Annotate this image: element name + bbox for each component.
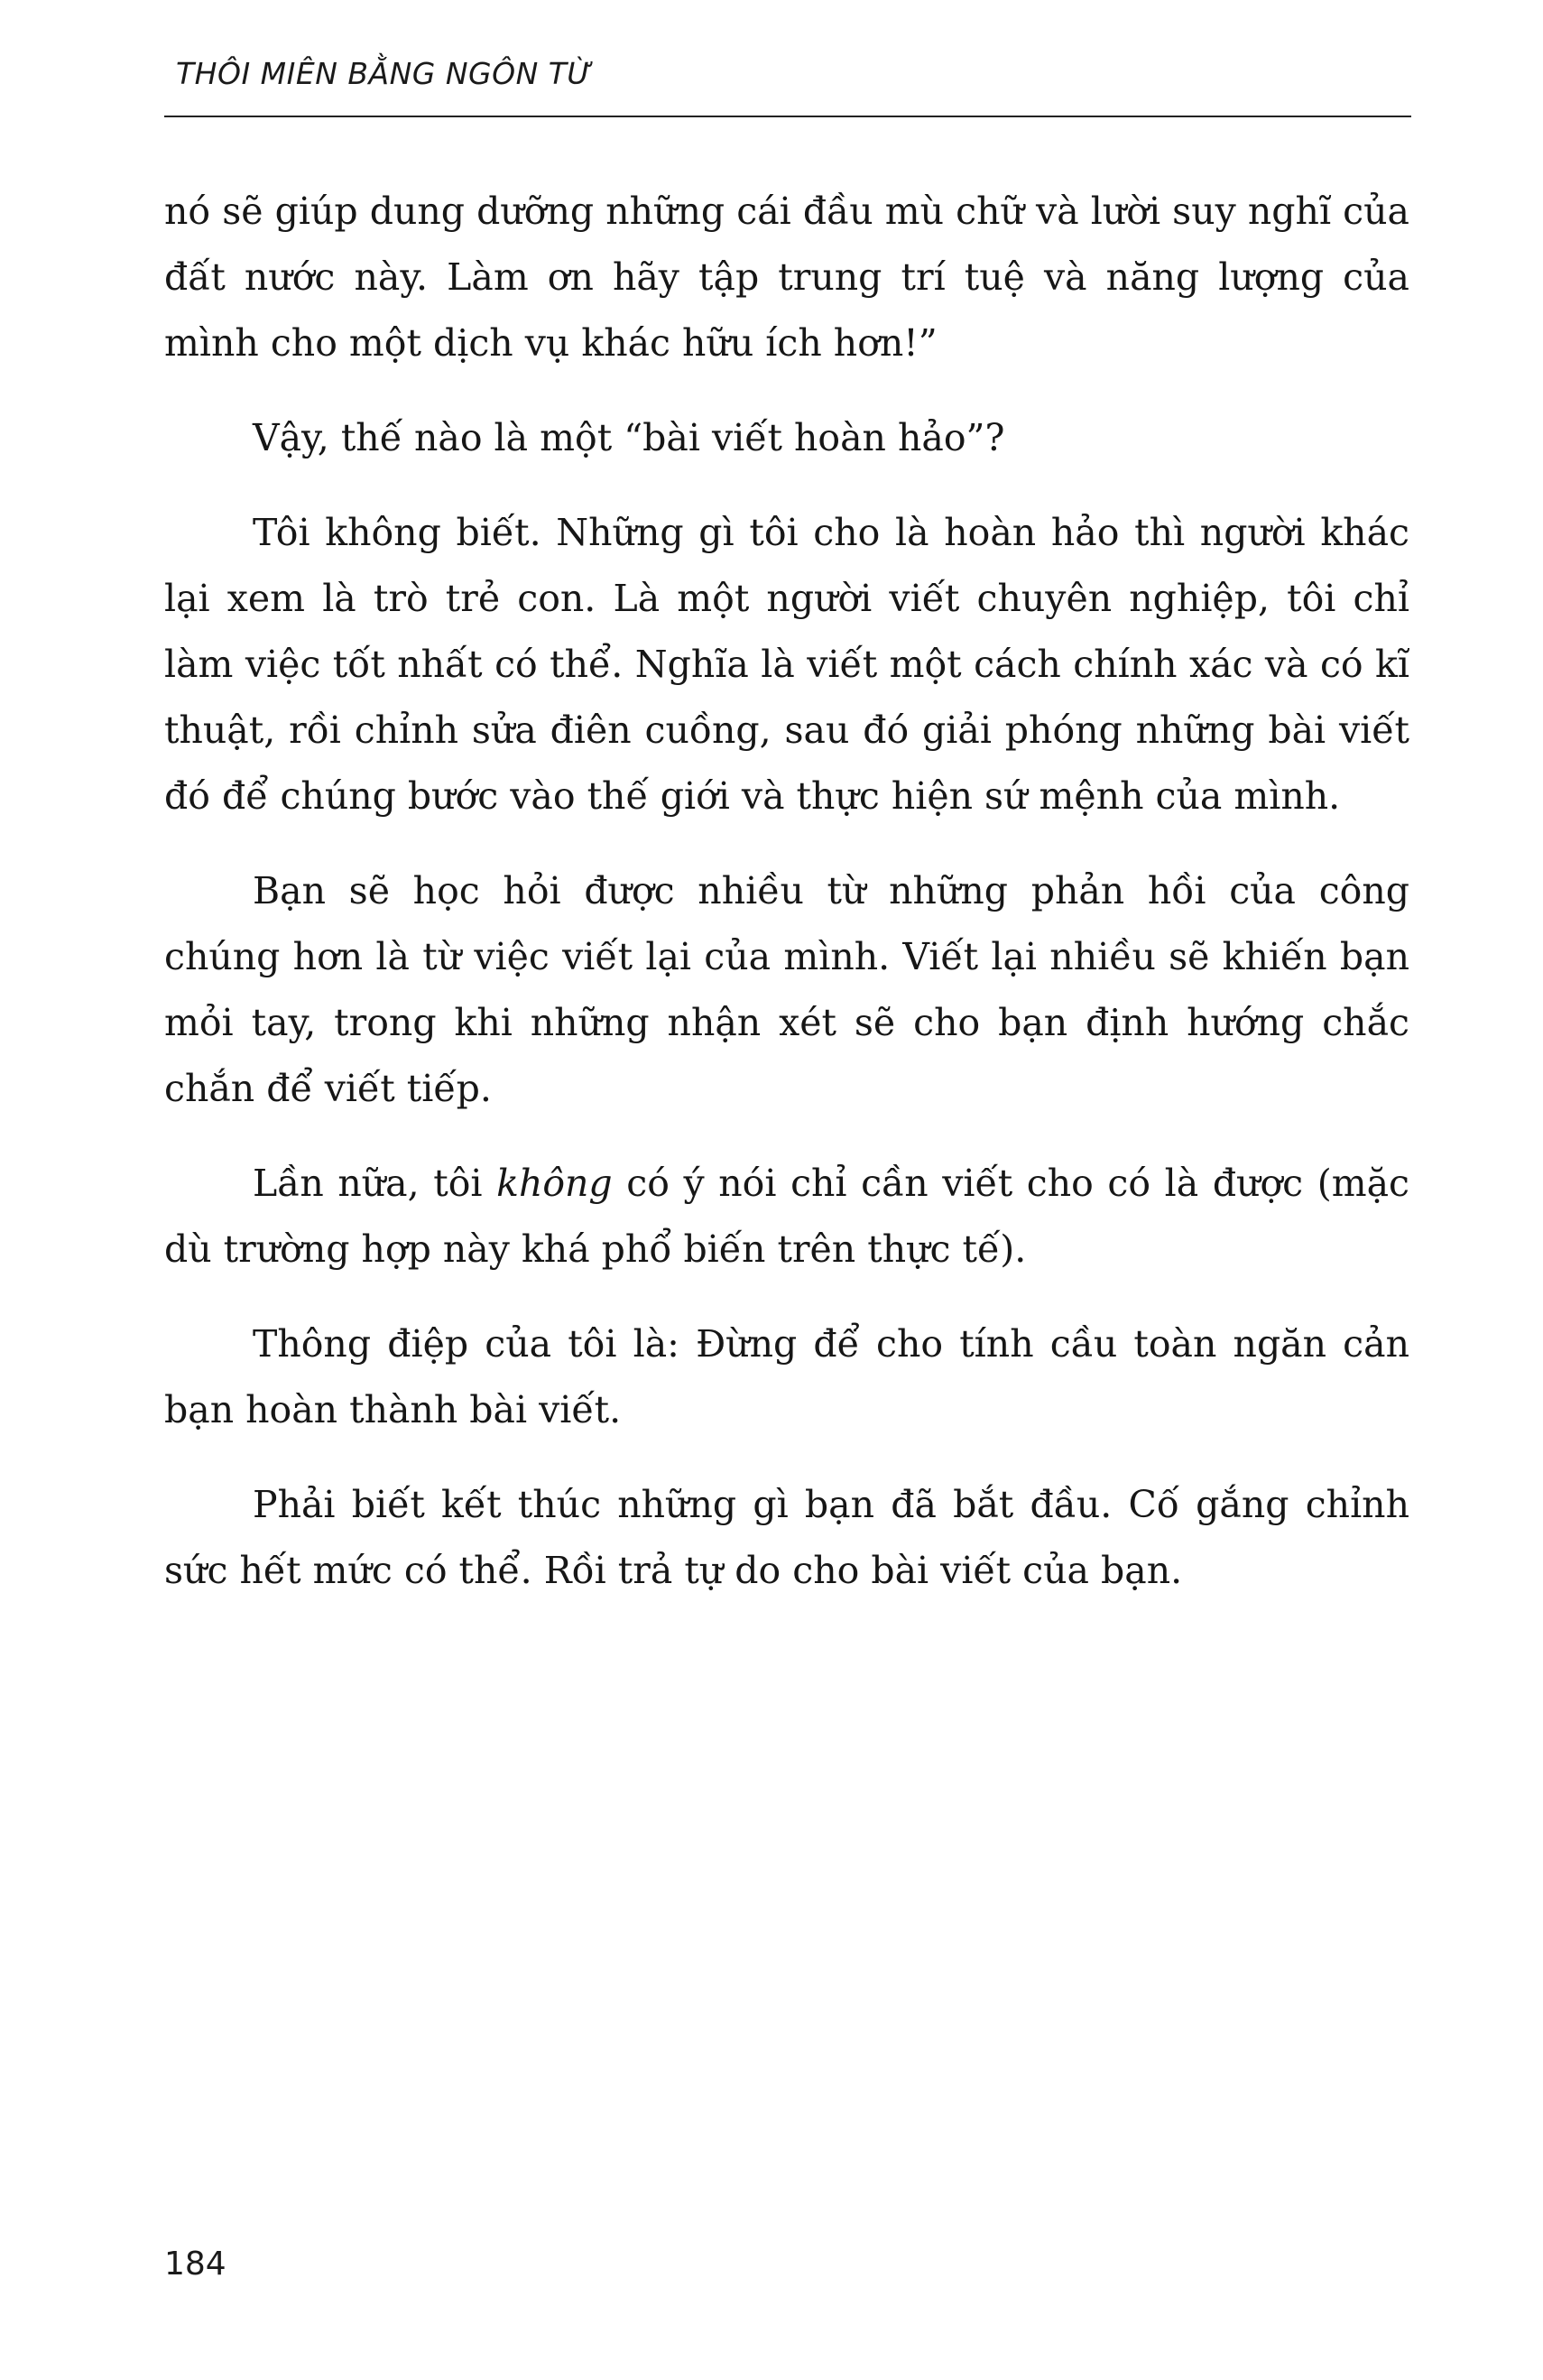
paragraph: Bạn sẽ học hỏi được nhiều từ những phản hồi của công chúng hơn là từ việc viết lại của mình. Viết lại nhiều sẽ khiến bạn mỏi tay, trong khi những nhận xét sẽ cho bạn định hướng chắc chắn để viết tiếp. <box>164 869 1409 1110</box>
paragraph-continued: nó sẽ giúp dung dưỡng những cái đầu mù chữ và lười suy nghĩ của đất nước này. Làm ơn hãy tập trung trí tuệ và năng lượng của mình cho một dịch vụ khác hữu ích hơn!” <box>164 190 1409 365</box>
running-header-title: THÔI MIÊN BẰNG NGÔN TỪ <box>176 56 593 91</box>
paragraph: Tôi không biết. Những gì tôi cho là hoàn hảo thì người khác lại xem là trò trẻ con. Là một người viết chuyên nghiệp, tôi chỉ làm việc tốt nhất có thể. Nghĩa là viết một cách chính xác và có kĩ thuật, rồi chỉnh sửa điên cuồng, sau đó giải phóng những bài viết đó để chúng bước vào thế giới và thực hiện sứ mệnh của mình. <box>164 511 1409 818</box>
emphasized-word: không <box>496 1162 613 1205</box>
paragraph-with-emphasis <box>164 1151 1409 1283</box>
page-number: 184 <box>164 2246 226 2283</box>
paragraph-closing: Phải biết kết thúc những gì bạn đã bắt đầu. Cố gắng chỉnh sức hết mức có thể. Rồi trả tự do cho bài viết của bạn. <box>164 1483 1409 1592</box>
paragraph-text-after: có ý nói chỉ cần viết cho có là được (mặc dù trường hợp này khá phổ biến trên thực tế). <box>164 1162 1409 1271</box>
paragraph-text-before: Lần nữa, tôi <box>253 1162 497 1205</box>
page-body <box>164 179 1409 1633</box>
paragraph-question: Vậy, thế nào là một “bài viết hoàn hảo”? <box>253 416 1005 459</box>
paragraph: Thông điệp của tôi là: Đừng để cho tính cầu toàn ngăn cản bạn hoàn thành bài viết. <box>164 1322 1409 1431</box>
header-divider <box>164 116 1411 117</box>
